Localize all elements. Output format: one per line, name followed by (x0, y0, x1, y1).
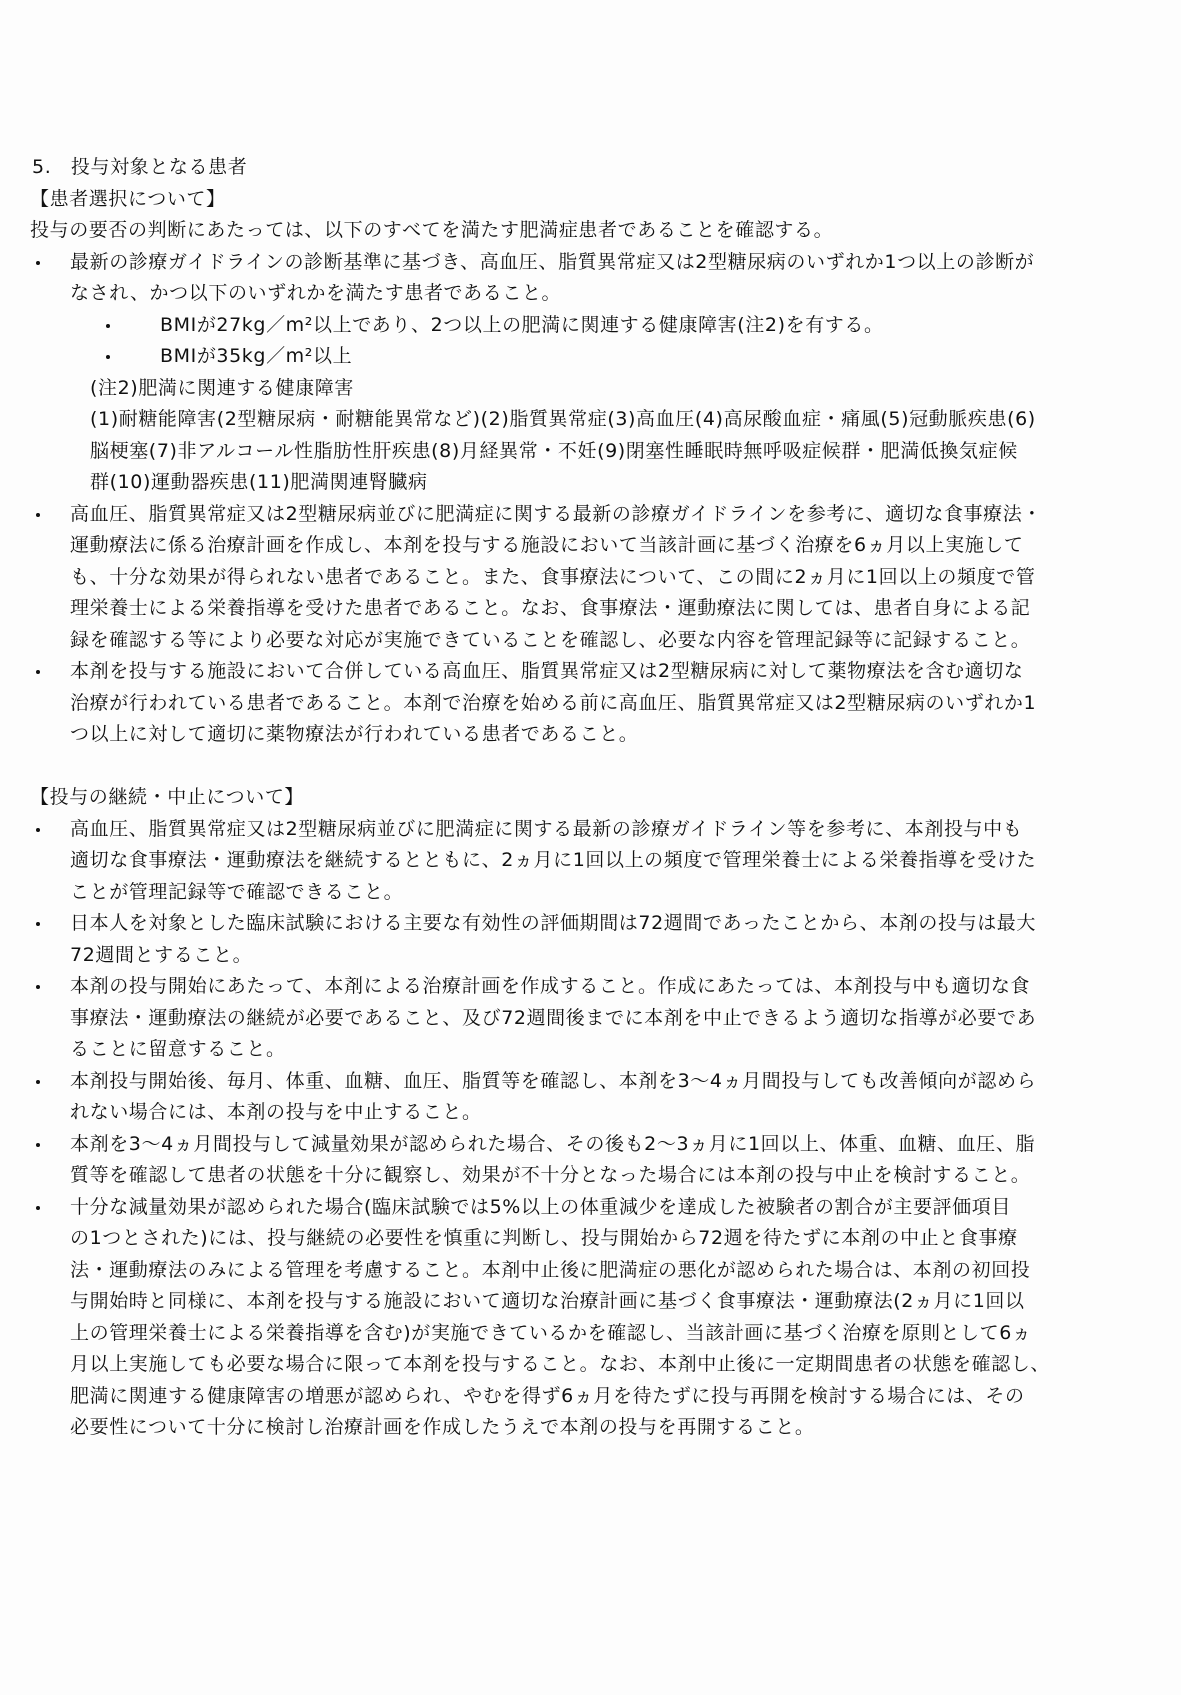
selection-bullet-2 (30, 499, 1155, 657)
text-line: 治療が行われている患者であること。本剤で治療を始める前に高血圧、脂質異常症又は2型糖尿病のいずれか1 (70, 691, 1037, 714)
text-line: 上の管理栄養士による栄養指導を含む)が実施できているかを確認し、当該計画に基づく治療を原則として6ヵ (70, 1321, 1032, 1344)
text-line: 質等を確認して患者の状態を十分に観察し、効果が不十分となった場合には本剤の投与中止を検討すること。 (70, 1164, 1031, 1186)
note-line: 脳梗塞(7)非アルコール性脂肪性肝疾患(8)月経異常・不妊(9)閉塞性睡眠時無呼吸症候群・肥満低換気症候 (90, 439, 1018, 462)
continuation-bullet-6 (30, 1192, 1155, 1444)
text-line: 月以上実施しても必要な場合に限って本剤を投与すること。なお、本剤中止後に一定期間患者の状態を確認し、 (70, 1353, 1051, 1375)
text-line: 本剤を投与する施設において合併している高血圧、脂質異常症又は2型糖尿病に対して薬物療法を含む適切な (70, 660, 1024, 682)
bullet-dot-icon (32, 814, 52, 846)
text-line: ることに留意すること。 (70, 1038, 286, 1060)
selection-bullet-3 (30, 656, 1155, 751)
text-line: 理栄養士による栄養指導を受けた患者であること。なお、食事療法・運動療法に関しては、患者自身による記 (70, 597, 1031, 619)
bullet-dot-icon (32, 1192, 52, 1224)
bullet-dot-icon (32, 247, 52, 279)
text-line: 最新の診療ガイドラインの診断基準に基づき、高血圧、脂質異常症又は2型糖尿病のいずれか1つ以上の診断が (70, 250, 1035, 273)
text-line: 日本人を対象とした臨床試験における主要な有効性の評価期間は72週間であったことから、本剤の投与は最大 (70, 912, 1036, 934)
bullet-dot-icon (32, 908, 52, 940)
bullet-dot-icon (32, 971, 52, 1003)
bullet-dot-icon (32, 1129, 52, 1161)
bullet-dot-icon (32, 656, 52, 688)
continuation-bullet-2 (30, 908, 1155, 971)
patient-selection-heading: 【患者選択について】 (30, 187, 226, 210)
text-line: 肥満に関連する健康障害の増悪が認められ、やむを得ず6ヵ月を待たずに投与再開を検討する場合には、その (70, 1384, 1025, 1407)
continuation-bullet-3 (30, 971, 1155, 1066)
text-line: も、十分な効果が得られない患者であること。また、食事療法について、この間に2ヵ月に1回以上の頻度で管 (70, 565, 1036, 588)
patient-selection-intro: 投与の要否の判断にあたっては、以下のすべてを満たす肥満症患者であることを確認する。 (30, 219, 834, 241)
text-line: ことが管理記録等で確認できること。 (70, 880, 404, 903)
text-line: 運動療法に係る治療計画を作成し、本剤を投与する施設において当該計画に基づく治療を6ヵ月以上実施して (70, 534, 1024, 556)
continuation-bullet-4 (30, 1066, 1155, 1129)
text-line: 必要性について十分に検討し治療計画を作成したうえで本剤の投与を再開すること。 (70, 1416, 815, 1438)
section-title: 5. 投与対象となる患者 (32, 156, 248, 178)
blank-line (30, 751, 1155, 783)
bullet-dot-icon (102, 341, 122, 373)
text-line: れない場合には、本剤の投与を中止すること。 (70, 1101, 482, 1123)
text-line: BMIが35kg／m²以上 (160, 345, 353, 367)
sub-bullet-bmi-27 (30, 310, 1155, 342)
text-line: 本剤の投与開始にあたって、本剤による治療計画を作成すること。作成にあたっては、本剤投与中も適切な食 (70, 975, 1031, 997)
note-line: 群(10)運動器疾患(11)肥満関連腎臓病 (90, 471, 428, 493)
text-line: つ以上に対して適切に薬物療法が行われている患者であること。 (70, 723, 639, 745)
text-line: BMIが27kg／m²以上であり、2つ以上の肥満に関連する健康障害(注2)を有する。 (160, 313, 884, 336)
bullet-dot-icon (102, 310, 122, 342)
text-line: 法・運動療法のみによる管理を考慮すること。本剤中止後に肥満症の悪化が認められた場合は、本剤の初回投 (70, 1258, 1031, 1281)
continuation-heading: 【投与の継続・中止について】 (30, 786, 305, 808)
text-line: 高血圧、脂質異常症又は2型糖尿病並びに肥満症に関する最新の診療ガイドライン等を参考に、本剤投与中も (70, 817, 1023, 840)
note-title: (注2)肥満に関連する健康障害 (90, 376, 354, 399)
sub-bullet-bmi-35 (30, 341, 1155, 373)
text-line: なされ、かつ以下のいずれかを満たす患者であること。 (70, 282, 562, 304)
note-line: (1)耐糖能障害(2型糖尿病・耐糖能異常など)(2)脂質異常症(3)高血圧(4)高尿酸血症・痛風(5)冠動脈疾患(6) (90, 408, 1036, 430)
text-line: 高血圧、脂質異常症又は2型糖尿病並びに肥満症に関する最新の診療ガイドラインを参考に、適切な食事療法・ (70, 502, 1042, 525)
text-line: 本剤投与開始後、毎月、体重、血糖、血圧、脂質等を確認し、本剤を3～4ヵ月間投与しても改善傾向が認めら (70, 1069, 1037, 1092)
text-line: 十分な減量効果が認められた場合(臨床試験では5%以上の体重減少を達成した被験者の割合が主要評価項目 (70, 1195, 1011, 1218)
text-line: 与開始時と同様に、本剤を投与する施設において適切な治療計画に基づく食事療法・運動療法(2ヵ月に1回以 (70, 1290, 1025, 1312)
text-line: の1つとされた)には、投与継続の必要性を慎重に判断し、投与開始から72週を待たずに本剤の中止と食事療 (70, 1227, 1018, 1249)
text-line: 本剤を3～4ヵ月間投与して減量効果が認められた場合、その後も2～3ヵ月に1回以上、体重、血糖、血圧、脂 (70, 1132, 1036, 1155)
continuation-bullet-5 (30, 1129, 1155, 1192)
text-line: 録を確認する等により必要な対応が実施できていることを確認し、必要な内容を管理記録等に記録すること。 (70, 628, 1031, 651)
text-line: 72週間とすること。 (70, 943, 253, 966)
continuation-bullet-1 (30, 814, 1155, 909)
document-page (30, 152, 1155, 1444)
selection-bullet-1 (30, 247, 1155, 499)
bullet-dot-icon (32, 1066, 52, 1098)
bullet-dot-icon (32, 499, 52, 531)
text-line: 事療法・運動療法の継続が必要であること、及び72週間後までに本剤を中止できるよう適切な指導が必要であ (70, 1006, 1037, 1029)
text-line: 適切な食事療法・運動療法を継続するとともに、2ヵ月に1回以上の頻度で管理栄養士による栄養指導を受けた (70, 849, 1037, 871)
